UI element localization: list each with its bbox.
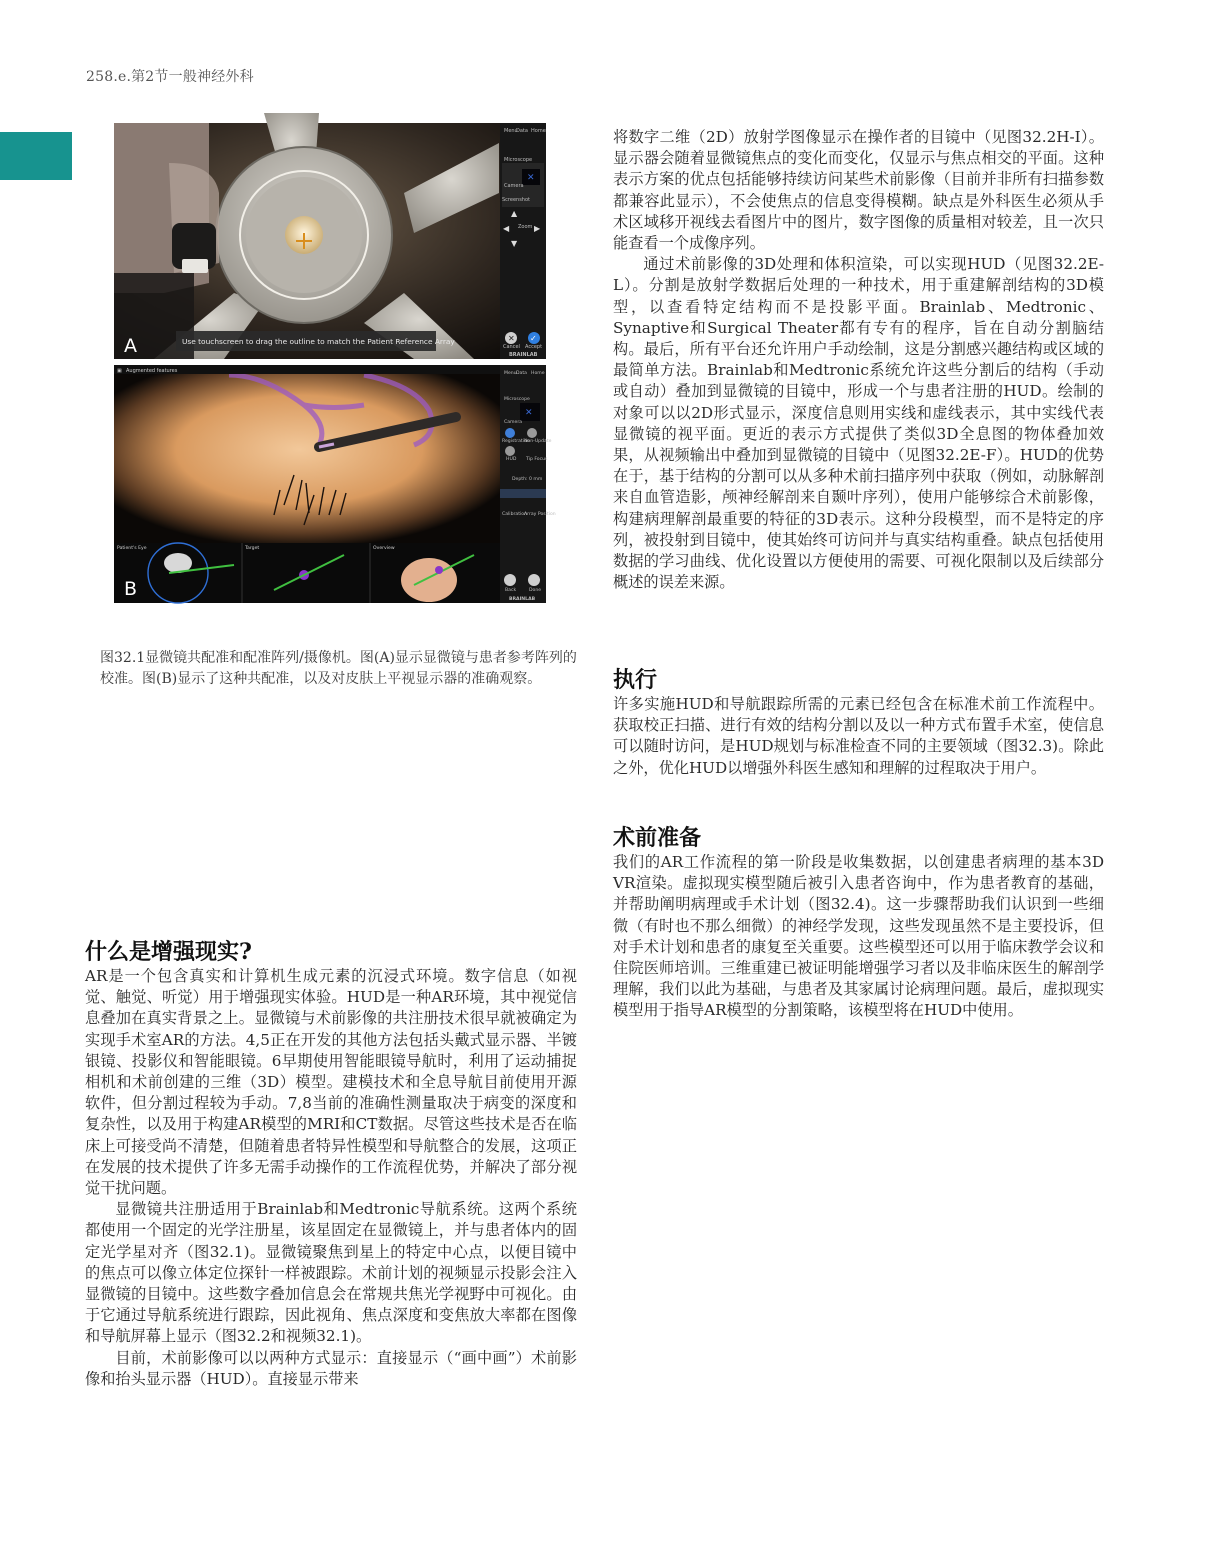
figure-panel-b [114,365,556,603]
panel-b-home-label: Home [531,371,545,376]
svg-text:▶: ▶ [534,224,541,233]
section-heading: 术前准备 [613,825,702,851]
svg-text:✕: ✕ [527,173,535,183]
done-icon [528,574,540,586]
panel-b-registration-label: Registration [502,439,530,444]
panel-b-arrayposition-label: Array Position [524,512,556,517]
svg-text:✓: ✓ [530,334,537,343]
panel-b-brand: BRAINLAB [509,597,536,602]
paragraph: 许多实施HUD和导航跟踪所需的元素已经包含在标准术前工作流程中。获取校正扫描、进行有效的结构分割以及以一种方式布置手术室，使信息可以随时访问，是HUD规划与标准检查不同的主要领域（图32.3)。除此之外，优化HUD以增强外科医生感知和理解的过程取决于用户。 [613,695,1104,777]
running-header: 258.e.第2节一般神经外科 [86,69,254,85]
panel-a-camera-label: Camera [504,183,524,189]
panel-b-menu-label: Menu [504,371,517,376]
panel-b-nonupdate-label: Non-Update [524,439,552,444]
camera-icon [505,428,515,438]
panel-b-tipfocus-label: Tip Focus [526,457,548,462]
panel-b-data-label: Data [516,371,527,376]
panel-a-home-label: Home [531,128,546,134]
figure-panel-a [114,123,546,359]
panel-b-calibration-label: Calibration [502,512,527,517]
overview-head [401,558,457,602]
svg-text:▲: ▲ [511,209,518,218]
back-icon [504,574,516,586]
section-preop [613,824,1104,1022]
panel-b-depth-label: Depth: 0 mm [512,477,543,482]
panel-b-back-label: Back [505,588,517,593]
panel-a-zoom-label: Zoom [518,224,533,230]
panel-a-data-label: Data [516,128,528,134]
panel-b-done-label: Done [529,588,542,593]
panel-a-label: A [124,335,137,357]
section-what-is-ar [85,938,577,1390]
chapter-tab-marker [0,132,72,180]
paragraph: 目前，术前影像可以以两种方式显示：直接显示（“画中画”）术前影像和抬头显示器（HUD）。直接显示带来 [85,1348,577,1388]
panel-b-label: B [124,578,138,600]
paragraph: 将数字二维（2D）放射学图像显示在操作者的目镜中（见图32.2H-I）。显示器会随着显微镜焦点的变化而变化，仅显示与焦点相交的平面。这种表示方案的优点包括能够持续访问某些术前影像（目前并非所有扫描参数都兼容此显示），不会使焦点的信息变得模糊。缺点是外科医生必须从手术区域移开视线去看图片中的图片，数字图像的质量相对较差，且一次只能查看一个成像序列。 [613,128,1104,253]
svg-text:✕: ✕ [508,334,515,343]
section-heading: 什么是增强现实? [85,939,252,965]
panel-a-microscope-label: Microscope [504,157,533,163]
section-execution [613,666,1104,779]
panel-b-hud-label: HUD [506,457,517,462]
paragraph: 我们的AR工作流程的第一阶段是收集数据，以创建患者病理的基本3D VR渲染。虚拟现实模型随后被引入患者咨询中，作为患者教育的基础，并帮助阐明病理或手术计划（图32.4)。这一步骤帮助我们认识到一些细微（有时也不那么细微）的神经学发现，这些发现虽然不是主要投诉，但对手术计划和患者的康复至关重要。这些模型还可以用于临床教学会议和住院医师培训。三维重建已被证明能增强学习者以及非临床医生的解剖学理解，我们以此为基础，与患者及其家属讨论病理问题。最后，虚拟现实模型用于指导AR模型的分割策略，该模型将在HUD中使用。 [613,853,1104,1020]
figure-caption: 图32.1显微镜共配准和配准阵列/摄像机。图(A)显示显微镜与患者参考阵列的校准。图(B)显示了这种共配准，以及对皮肤上平视显示器的准确观察。 [100,650,577,687]
panel-a-screenshot-label: Screenshot [502,197,530,203]
paragraph: 通过术前影像的3D处理和体积渲染，可以实现HUD（见图32.2E-L）。分割是放射学数据后处理的一种技术，用于重建解剖结构的3D模型，以查看特定结构而不是投影平面。Brainlab、Medtronic、Synaptive和Surgical Theater都有专有的程序，旨在自动分割脑结构。最后，所有平台还允许用户手动绘制，这是分割感兴趣结构或区域的最简单方法。Brainlab和Medtronic系统允许这些分割后的结构（手动或自动）叠加到显微镜的目镜中，形成一个与患者注册的HUD。绘制的对象可以以2D形式显示，深度信息则用实线和虚线表示，其中实线代表显微镜的视平面。更近的表示方式提供了类似3D全息图的物体叠加效果，从视频输出中叠加到显微镜的目镜中（见图32.2E-F）。HUD的优势在于，基于结构的分割可以从多种术前扫描序列中获取（例如，动脉解剖来自血管造影，颅神经解剖来自颞叶序列），使用户能够综合术前影像，构建病理解剖最重要的特征的3D表示。这种分段模型，而不是特定的序列，被投射到目镜中，使其始终可访问并与真实结构重叠。缺点包括使用数据的学习曲线、优化设置以方便使用的需要、可视化限制以及后续部分概述的误差来源。 [613,255,1104,592]
panel-b-camera-label: Camera [504,420,523,425]
svg-text:◀: ◀ [503,224,510,233]
panel-a-brand: BRAINLAB [509,352,538,358]
panel-b-image [114,365,556,603]
paragraph: 显微镜共注册适用于Brainlab和Medtronic导航系统。这两个系统都使用一个固定的光学注册星，该星固定在显微镜上，并与患者体内的固定光学星对齐（图32.1)。显微镜聚焦到星上的特定中心点，以便目镜中的焦点可以像立体定位探针一样被跟踪。术前计划的视频显示投影会注入显微镜的目镜中。这些数字叠加信息会在常规共焦光学视野中可视化。由于它通过导航系统进行跟踪，因此视角、焦点深度和变焦放大率都在图像和导航屏幕上显示（图32.2和视频32.1)。 [85,1200,577,1346]
svg-text:✕: ✕ [525,408,533,418]
svg-text:▼: ▼ [511,239,518,248]
view-overview-label: Overview [373,546,395,551]
view-patient-eye-label: Patient's Eye [117,546,147,551]
paragraph: AR是一个包含真实和计算机生成元素的沉浸式环境。数字信息（如视觉、触觉、听觉）用于增强现实体验。HUD是一种AR环境，其中视觉信息叠加在真实背景之上。显微镜与术前影像的共注册技术很早就被确定为实现手术室AR的方法。4,5正在开发的其他方法包括头戴式显示器、半镀银镜、投影仪和智能眼镜。6早期使用智能眼镜导航时，利用了运动捕捉相机和术前创建的三维（3D）模型。建模技术和全息导航目前使用开源软件，但分割过程较为手动。7,8当前的准确性测量取决于病变的深度和复杂性，以及用于构建AR模型的MRI和CT数据。尽管这些技术是否在临床上可接受尚不清楚，但随着患者特异性模型和导航整合的发展，这项正在发展的技术提供了许多无需手动操作的工作流程优势，并解决了部分视觉干扰问题。 [85,967,577,1198]
svg-text:▣: ▣ [117,368,122,374]
panel-a-accept-label: Accept [525,344,543,350]
right-column-text [613,127,1104,593]
panel-b-title: Augmented features [126,368,178,374]
view-target-label: Target [245,546,260,551]
panel-a-menu-label: Menu [504,128,518,134]
section-heading: 执行 [613,667,658,693]
panel-b-microscope-label: Microscope [504,397,530,402]
panel-a-cancel-label: Cancel [503,344,520,350]
instruction-text: Use touchscreen to drag the outline to match the Patient Reference Array [182,337,455,346]
panel-a-image [114,123,546,359]
